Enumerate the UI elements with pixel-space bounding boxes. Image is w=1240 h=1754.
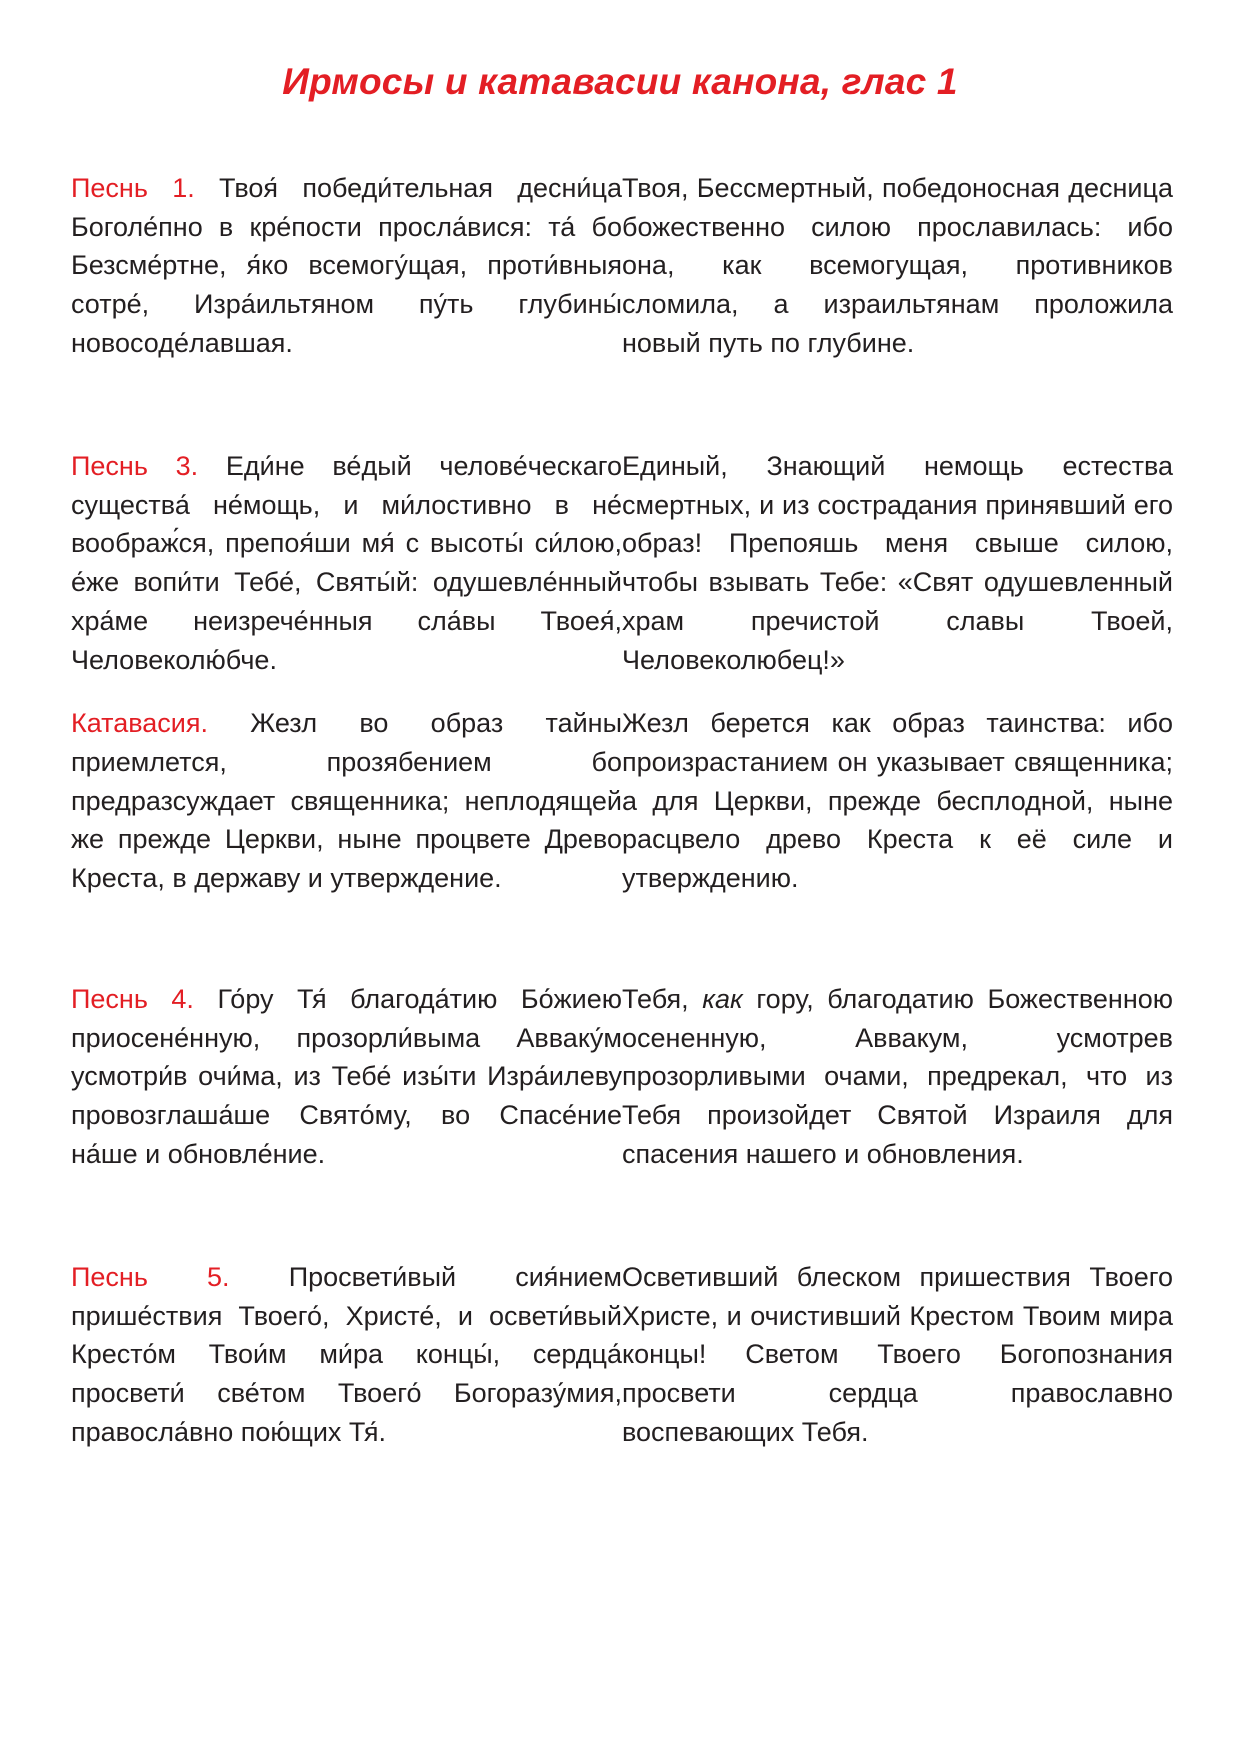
russian-column — [622, 447, 1173, 898]
song-text: Твоя́ победи́тельная десни́ца Боголе́пно в кре́пости просла́вися: та́ бо Безсме́ртне, я́ко всемогу́щая, проти́вныя сотре́, Изра́ильтяном пу́ть глубины́ новосоде́лавшая. — [71, 173, 622, 358]
russian-italic-word: как — [702, 984, 743, 1014]
katavasia-slavonic — [71, 704, 622, 898]
song-1-row — [71, 169, 1173, 363]
song-1-russian: Твоя, Бессмертный, победоносная десница божественно силою прославилась: ибо она, как всемогущая, противников сломила, а израильтянам проложила новый путь по глубине. — [622, 173, 1173, 358]
song-label: Песнь 3. — [71, 451, 199, 481]
slavonic-column — [71, 447, 622, 898]
song-3-row — [71, 447, 1173, 898]
russian-column — [622, 1258, 1173, 1452]
page-title: Ирмосы и катавасии канона, глас 1 — [282, 61, 958, 102]
song-1-slavonic — [71, 169, 622, 363]
song-text: Еди́не ве́дый челове́ческаго существа́ не́мощь, и ми́лостивно в не́ воображ́ся, препоя́ши мя́ с высоты́ си́лою, е́же вопи́ти Тебе́, Святы́й: одушевле́нный хра́ме неизрече́нныя сла́вы Твоея́, Человеколю́бче. — [71, 451, 623, 675]
song-label: Песнь 1. — [71, 173, 195, 203]
song-5-russian: Осветивший блеском пришествия Твоего Христе, и очистивший Крестом Твоим мира концы! Светом Твоего Богопознания просвети сердца православно воспевающих Тебя. — [622, 1262, 1173, 1447]
song-3-russian: Единый, Знающий немощь естества смертных, и из сострадания принявший его образ! Препояшь меня свыше силою, чтобы взывать Тебе: «Свят одушевленный храм пречистой славы Твоей, Человеколюбец!» — [622, 451, 1173, 675]
katavasia-russian: Жезл берется как образ таинства: ибо произрастанием он указывает священника; а для Церкви, прежде бесплодной, ныне расцвело древо Креста к её силе и утверждению. — [622, 708, 1173, 894]
katavasia-text: Жезл во образ тайны приемлется, прозябением бо предразсуждает священника; неплодящей же прежде Церкви, ныне процвете Древо Креста, в державу и утверждение. — [71, 708, 622, 894]
song-4-row — [71, 980, 1173, 1174]
slavonic-column — [71, 1258, 622, 1452]
song-5-slavonic — [71, 1258, 622, 1452]
song-4-slavonic — [71, 980, 622, 1174]
song-4-russian — [622, 980, 1173, 1174]
song-5-row — [71, 1258, 1173, 1452]
song-label: Песнь 5. — [71, 1262, 230, 1292]
song-3-slavonic — [71, 447, 622, 679]
katavasia-label: Катавасия. — [71, 708, 208, 739]
song-text: Просвети́вый сия́нием прише́ствия Твоего́, Христе́, и освети́вый Кресто́м Твои́м ми́ра концы́, сердца́ просвети́ све́том Твоего́ Богоразу́мия, правосла́вно пою́щих Тя́. — [71, 1262, 622, 1447]
slavonic-column — [71, 980, 622, 1174]
russian-column — [622, 980, 1173, 1174]
song-text: Го́ру Тя́ благода́тию Бо́жиею приосене́нную, прозорли́выма Авваку́м усмотри́в очи́ма, из Тебе́ изы́ти Изра́илеву провозглаша́ше Свято́му, во Спасе́ние на́ше и обновле́ние. — [71, 984, 622, 1169]
slavonic-column — [71, 169, 622, 363]
song-label: Песнь 4. — [71, 984, 194, 1014]
russian-text-rest: гору, благодатию Божественною осененную, Аввакум, усмотрев прозорливыми очами, предрекал, что из Тебя произойдет Святой Израиля для спасения нашего и обновления. — [622, 984, 1173, 1169]
russian-column — [622, 169, 1173, 363]
russian-text-start: Тебя, — [622, 984, 689, 1014]
